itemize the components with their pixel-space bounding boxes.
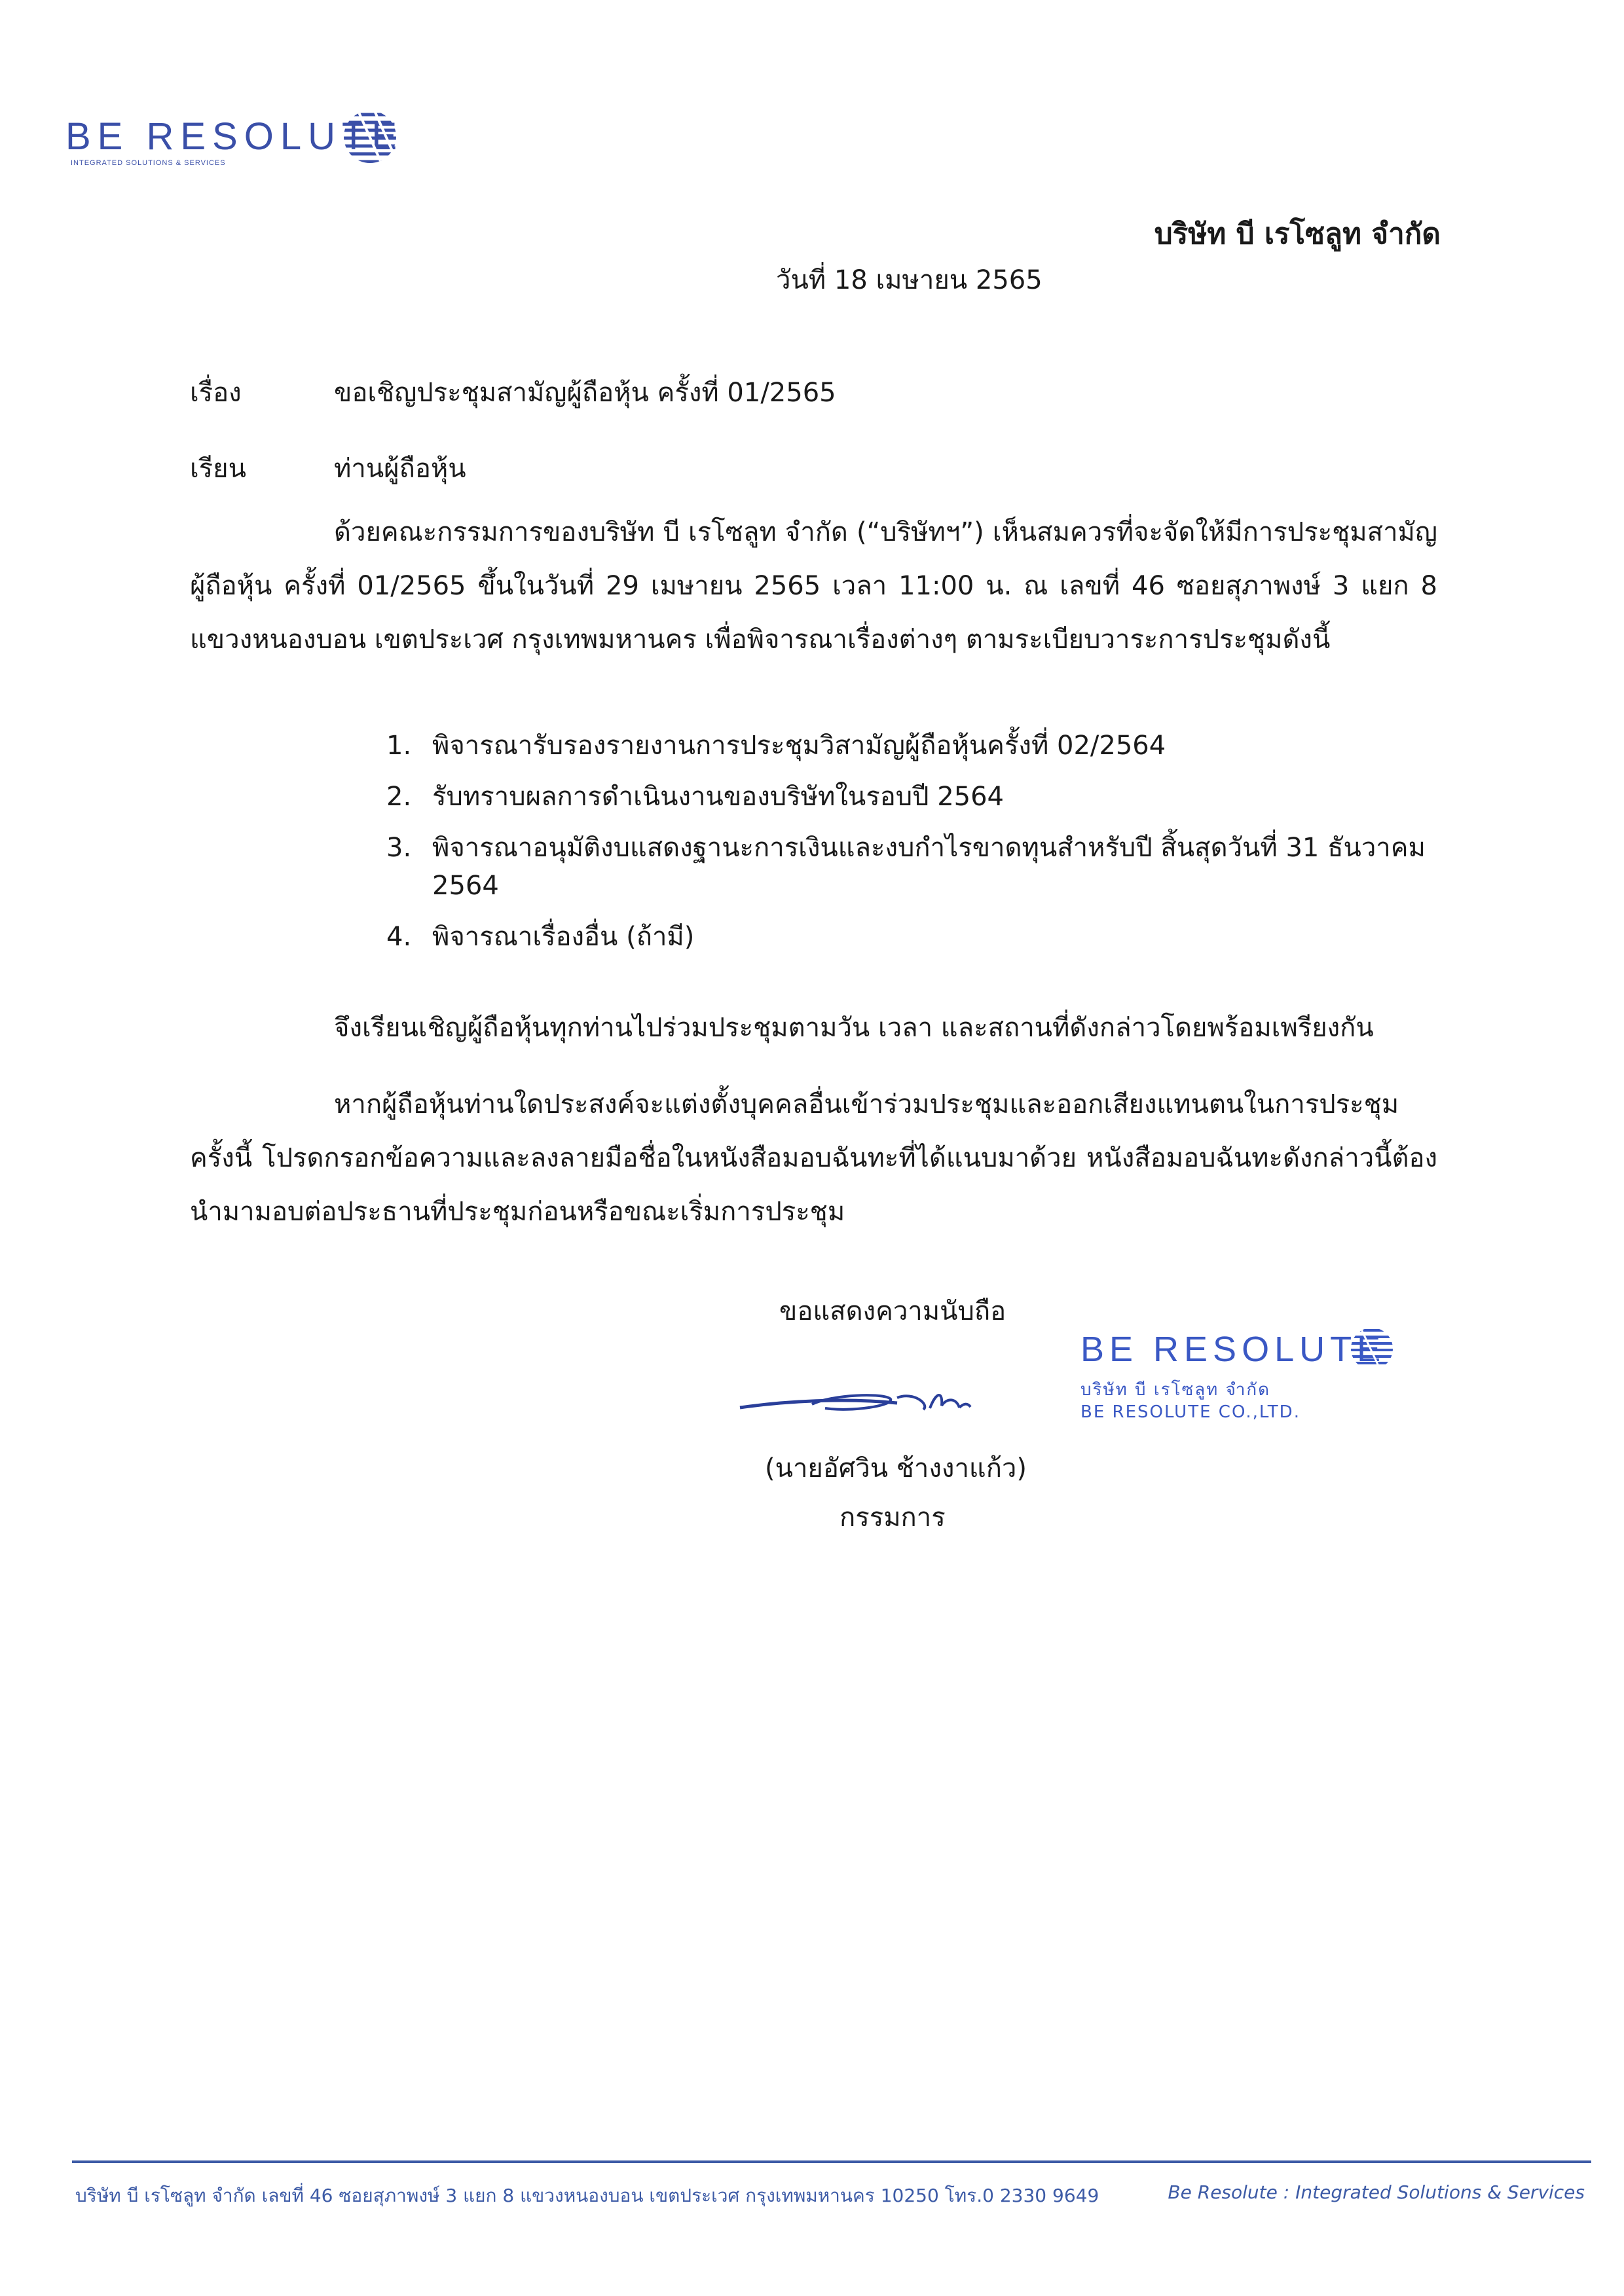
agenda-item-text: พิจารณาอนุมัติงบแสดงฐานะการเงินและงบกำไรขาดทุนสำหรับปี สิ้นสุดวันที่ 31 ธันวาคม 2564 bbox=[432, 833, 1426, 901]
logo-wordmark: BE RESOLUTE bbox=[65, 115, 404, 158]
agenda-item bbox=[386, 771, 1437, 822]
body-paragraph-1: ด้วยคณะกรรมการของบริษัท บี เรโซลูท จำกัด (“บริษัทฯ”) เห็นสมควรที่จะจัดให้มีการประชุมสามัญผู้ถือหุ้น ครั้งที่ 01/2565 ขึ้นในวันที่ 29 เมษายน 2565 เวลา 11:00 น. ณ เลขที่ 46 ซอยสุภาพงษ์ 3 แยก 8 แขวงหนองบอน เขตประเวศ กรุงเทพมหานคร เพื่อพิจารณาเรื่องต่างๆ ตามระเบียบวาระการประชุมดังนี้ bbox=[190, 517, 1437, 655]
agenda-item-text: พิจารณารับรองรายงานการประชุมวิสามัญผู้ถือหุ้นครั้งที่ 02/2564 bbox=[432, 731, 1166, 761]
logo-tagline: INTEGRATED SOLUTIONS & SERVICES bbox=[71, 159, 226, 167]
signer-name: (นายอัศวิน ช้างงาแก้ว) bbox=[765, 1453, 1027, 1484]
signature-image bbox=[733, 1378, 1008, 1424]
company-stamp bbox=[1080, 1329, 1434, 1447]
letter-date: วันที่ 18 เมษายน 2565 bbox=[776, 265, 1043, 295]
agenda-item bbox=[386, 911, 1437, 962]
footer-tagline: Be Resolute : Integrated Solutions & Services bbox=[1168, 2181, 1585, 2203]
signer-title: กรรมการ bbox=[840, 1503, 946, 1533]
company-name: บริษัท บี เรโซลูท จำกัด bbox=[1154, 217, 1441, 251]
footer-address: บริษัท บี เรโซลูท จำกัด เลขที่ 46 ซอยสุภาพงษ์ 3 แยก 8 แขวงหนองบอน เขตประเวศ กรุงเทพมหานคร 10250 โทร.0 2330 9649 bbox=[75, 2185, 1099, 2206]
stamp-thai-name: บริษัท บี เรโซลูท จำกัด bbox=[1080, 1380, 1271, 1400]
subject-label: เรื่อง bbox=[190, 378, 242, 408]
agenda-list bbox=[386, 720, 1437, 962]
agenda-item-number: 3. bbox=[386, 833, 412, 863]
agenda-item-text: รับทราบผลการดำเนินงานของบริษัทในรอบปี 2564 bbox=[432, 782, 1005, 812]
subject-text: ขอเชิญประชุมสามัญผู้ถือหุ้น ครั้งที่ 01/2565 bbox=[334, 378, 836, 408]
agenda-item bbox=[386, 720, 1437, 771]
agenda-item-text: พิจารณาเรื่องอื่น (ถ้ามี) bbox=[432, 922, 695, 952]
stamp-wordmark: BE RESOLUTE bbox=[1080, 1330, 1386, 1369]
closing-regards: ขอแสดงความนับถือ bbox=[779, 1296, 1006, 1326]
stamp-globe-icon bbox=[1346, 1324, 1398, 1373]
agenda-item-number: 1. bbox=[386, 731, 412, 761]
agenda-item bbox=[386, 822, 1437, 911]
stamp-english-name: BE RESOLUTE CO.,LTD. bbox=[1080, 1402, 1301, 1422]
agenda-item-number: 2. bbox=[386, 782, 412, 812]
agenda-item-number: 4. bbox=[386, 922, 412, 952]
company-logo bbox=[65, 108, 406, 180]
body-paragraph-3: หากผู้ถือหุ้นท่านใดประสงค์จะแต่งตั้งบุคคลอื่นเข้าร่วมประชุมและออกเสียงแทนตนในการประชุมครั้งนี้ โปรดกรอกข้อความและลงลายมือชื่อในหนังสือมอบฉันทะที่ได้แนบมาด้วย หนังสือมอบฉันทะดังกล่าวนี้ต้องนำมามอบต่อประธานที่ประชุมก่อนหรือขณะเริ่มการประชุม bbox=[190, 1089, 1437, 1227]
footer-divider bbox=[72, 2160, 1591, 2163]
body-paragraph-2: จึงเรียนเชิญผู้ถือหุ้นทุกท่านไปร่วมประชุมตามวัน เวลา และสถานที่ดังกล่าวโดยพร้อมเพรียงกัน bbox=[334, 1013, 1374, 1043]
recipient-label: เรียน bbox=[190, 454, 246, 484]
logo-globe-icon bbox=[337, 108, 403, 167]
recipient-text: ท่านผู้ถือหุ้น bbox=[334, 454, 466, 484]
